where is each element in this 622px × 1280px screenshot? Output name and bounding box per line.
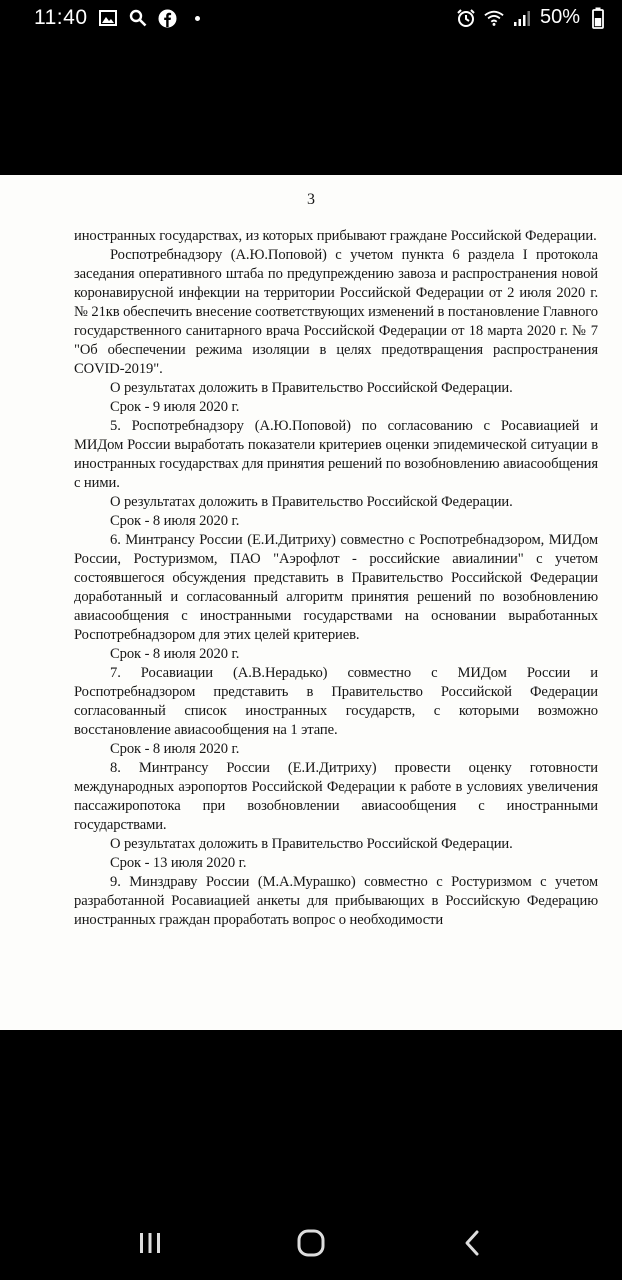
home-icon — [296, 1229, 326, 1261]
page-number: 3 — [307, 191, 315, 208]
document-paragraph: О результатах доложить в Правительство Российской Федерации. — [110, 836, 513, 852]
navigation-bar — [0, 1210, 622, 1280]
document-page — [0, 175, 622, 1030]
document-paragraph: О результатах доложить в Правительство Российской Федерации. — [110, 494, 513, 510]
battery-icon — [588, 8, 608, 28]
document-paragraph: 6. Минтрансу России (Е.И.Дитриху) совместно с Роспотребнадзором, МИДом России, Ростуризмом, ПАО "Аэрофлот - российские авиалинии" с учетом состоявшегося обсуждения представить в Правительство Российской Федерации доработанный и согласованный алгоритм принятия решений по возобновлению авиасообщения с иностранными государствами на основании выработанных Роспотребнадзором для этих целей критериев. — [74, 532, 598, 643]
recent-apps-button[interactable] — [130, 1228, 170, 1262]
document-paragraph: Роспотребнадзору (А.Ю.Поповой) с учетом пункта 6 раздела I протокола заседания оперативного штаба по предупреждению завоза и распространения новой коронавирусной инфекции на территории Российской Федерации от 2 июля 2020 г. № 21кв обеспечить внесение соответствующих изменений в постановление Главного государственного санитарного врача Российской Федерации от 18 марта 2020 г. № 7 "Об обеспечении режима изоляции в целях предотвращения распространения COVID-2019". — [74, 247, 598, 377]
document-paragraph: Срок - 8 июля 2020 г. — [110, 646, 240, 662]
status-right — [456, 6, 608, 29]
facebook-icon — [158, 8, 178, 28]
notification-dot-icon — [188, 8, 208, 28]
signal-icon — [512, 8, 532, 28]
document-paragraph: 5. Роспотребнадзору (А.Ю.Поповой) по согласованию с Росавиацией и МИДом России выработать показатели критериев оценки эпидемической ситуации в иностранных государствах для принятия решений по возобновлению авиасообщения с ними. — [74, 418, 598, 491]
document-paragraph: Срок - 9 июля 2020 г. — [110, 399, 240, 415]
document-paragraph: Срок - 8 июля 2020 г. — [110, 513, 240, 529]
alarm-icon — [456, 8, 476, 28]
status-time: 11:40 — [34, 6, 88, 29]
document-paragraph: 9. Минздраву России (М.А.Мурашко) совместно с Ростуризмом с учетом разработанной Росавиацией анкеты для прибывающих в Российскую Федерацию иностранных граждан проработать вопрос о необходимости — [74, 874, 598, 928]
document-paragraph: Срок - 8 июля 2020 г. — [110, 741, 240, 757]
recent-apps-icon — [137, 1231, 163, 1259]
back-button[interactable] — [452, 1228, 492, 1262]
battery-percent: 50% — [539, 6, 580, 28]
document-paragraph: Срок - 13 июля 2020 г. — [110, 855, 247, 871]
document-body — [74, 227, 598, 930]
status-bar — [0, 0, 622, 38]
back-icon — [462, 1229, 482, 1261]
search-icon — [128, 8, 148, 28]
document-paragraph: 8. Минтрансу России (Е.И.Дитриху) провести оценку готовности международных аэропортов Российской Федерации к работе в условиях увеличения пассажиропотока при возобновлении авиасообщения с иностранными государствами. — [74, 760, 598, 833]
document-paragraph: О результатах доложить в Правительство Российской Федерации. — [110, 380, 513, 396]
status-left — [34, 6, 208, 30]
gallery-icon — [98, 8, 118, 28]
document-paragraph: иностранных государствах, из которых прибывают граждане Российской Федерации. — [74, 228, 597, 244]
document-paragraph: 7. Росавиации (А.В.Нерадько) совместно с МИДом России и Роспотребнадзором представить в Правительство Российской Федерации согласованный список иностранных государств, с которыми возможно восстановление авиасообщения на 1 этапе. — [74, 665, 598, 738]
wifi-icon — [484, 8, 504, 28]
home-button[interactable] — [291, 1228, 331, 1262]
